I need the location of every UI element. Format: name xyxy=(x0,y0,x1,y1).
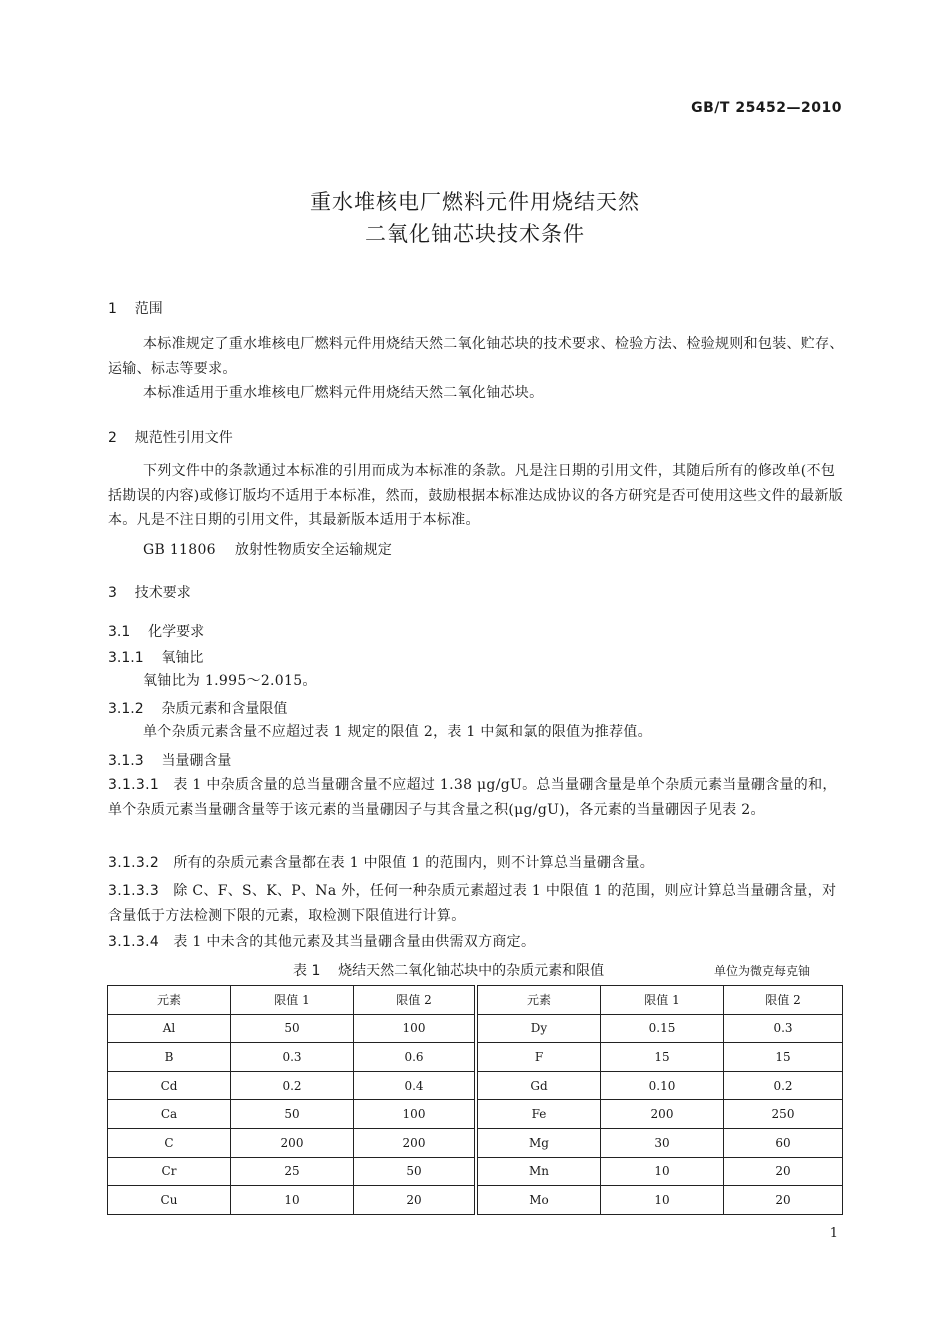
table-row xyxy=(478,1014,843,1043)
table-cell: Cr xyxy=(108,1157,231,1186)
table-cell: Mg xyxy=(478,1128,601,1157)
table-cell: Dy xyxy=(478,1014,601,1043)
clause-text: 所有的杂质元素含量都在表 1 中限值 1 的范围内，则不计算总当量硼含量。 xyxy=(173,855,655,871)
table-cell: 50 xyxy=(231,1100,354,1129)
table-cell: Cu xyxy=(108,1186,231,1215)
table-row xyxy=(478,1100,843,1129)
table-row xyxy=(478,1157,843,1186)
clause-number: 3.1.3.1 xyxy=(108,777,160,793)
table-cell: 0.15 xyxy=(601,1014,724,1043)
table-header-row xyxy=(478,986,843,1015)
table-cell: 0.3 xyxy=(231,1043,354,1072)
section-number: 3.1.2 xyxy=(108,701,144,717)
page-number: 1 xyxy=(829,1226,838,1241)
section-3-1-1-heading xyxy=(108,647,203,667)
column-header: 元素 xyxy=(108,986,231,1015)
table-cell: 0.3 xyxy=(724,1014,843,1043)
section-3-heading xyxy=(108,582,191,602)
table-cell: 60 xyxy=(724,1128,843,1157)
table-cell: 30 xyxy=(601,1128,724,1157)
section-2-paragraph-1: 下列文件中的条款通过本标准的引用而成为本标准的条款。凡是注日期的引用文件，其随后所有的修改单(不包括勘误的内容)或修订版均不适用于本标准，然而，鼓励根据本标准达成协议的各方研究是否可使用这些文件的最新版本。凡是不注日期的引用文件，其最新版本适用于本标准。 xyxy=(108,463,844,528)
reference-title: 放射性物质安全运输规定 xyxy=(234,542,393,558)
table-cell: 25 xyxy=(231,1157,354,1186)
clause-text: 除 C、F、S、K、P、Na 外，任何一种杂质元素超过表 1 中限值 1 的范围，则应计算总当量硼含量，对含量低于方法检测下限的元素，取检测下限值进行计算。 xyxy=(108,883,837,924)
table-row xyxy=(108,1043,475,1072)
table-cell: Cd xyxy=(108,1071,231,1100)
section-number: 3.1.3 xyxy=(108,753,144,769)
table-cell: C xyxy=(108,1128,231,1157)
clause-number: 3.1.3.3 xyxy=(108,883,160,899)
standard-number: GB/T 25452—2010 xyxy=(691,100,842,116)
normative-reference xyxy=(143,538,392,563)
section-title: 当量硼含量 xyxy=(161,753,232,769)
table-cell: 200 xyxy=(354,1128,475,1157)
table-cell: 10 xyxy=(601,1186,724,1215)
clause-number: 3.1.3.2 xyxy=(108,855,160,871)
table-cell: 15 xyxy=(601,1043,724,1072)
doc-title-line-2: 二氧化铀芯块技术条件 xyxy=(365,222,585,246)
table-cell: 0.4 xyxy=(354,1071,475,1100)
section-number: 3.1.1 xyxy=(108,650,144,666)
section-number: 2 xyxy=(108,430,117,446)
table-cell: Ca xyxy=(108,1100,231,1129)
table-cell: 0.2 xyxy=(724,1071,843,1100)
section-1-paragraph-2: 本标准适用于重水堆核电厂燃料元件用烧结天然二氧化铀芯块。 xyxy=(143,385,544,401)
table-row xyxy=(108,1071,475,1100)
table-cell: B xyxy=(108,1043,231,1072)
table-header-row xyxy=(108,986,475,1015)
table-cell: 0.6 xyxy=(354,1043,475,1072)
table-cell: 0.10 xyxy=(601,1071,724,1100)
table-cell: 10 xyxy=(231,1186,354,1215)
table-cell: 20 xyxy=(354,1186,475,1215)
clause-number: 3.1.3.4 xyxy=(108,934,160,950)
column-header: 限值 2 xyxy=(724,986,843,1015)
clause-3-1-3-4 xyxy=(108,930,844,955)
table-1-caption xyxy=(293,960,604,980)
table-1-left xyxy=(107,985,475,1215)
table-cell: 50 xyxy=(354,1157,475,1186)
table-row xyxy=(108,1100,475,1129)
table-title: 烧结天然二氧化铀芯块中的杂质元素和限值 xyxy=(338,963,605,979)
section-3-1-heading xyxy=(108,621,204,641)
table-row xyxy=(108,1014,475,1043)
table-cell: 10 xyxy=(601,1157,724,1186)
table-cell: Mn xyxy=(478,1157,601,1186)
clause-3-1-3-2 xyxy=(108,851,844,876)
table-row xyxy=(478,1186,843,1215)
column-header: 限值 2 xyxy=(354,986,475,1015)
table-cell: 15 xyxy=(724,1043,843,1072)
table-cell: 20 xyxy=(724,1157,843,1186)
table-cell: 200 xyxy=(231,1128,354,1157)
table-cell: 50 xyxy=(231,1014,354,1043)
section-3-1-2-heading xyxy=(108,698,287,718)
section-title: 规范性引用文件 xyxy=(134,430,233,446)
table-cell: 0.2 xyxy=(231,1071,354,1100)
table-unit-note: 单位为微克每克铀 xyxy=(714,964,811,978)
section-title: 技术要求 xyxy=(134,585,191,601)
column-header: 限值 1 xyxy=(601,986,724,1015)
table-cell: Gd xyxy=(478,1071,601,1100)
table-cell: 20 xyxy=(724,1186,843,1215)
table-cell: Al xyxy=(108,1014,231,1043)
table-cell: Fe xyxy=(478,1100,601,1129)
section-2-heading xyxy=(108,427,233,447)
table-cell: Mo xyxy=(478,1186,601,1215)
table-row xyxy=(108,1186,475,1215)
table-row xyxy=(108,1157,475,1186)
table-cell: 250 xyxy=(724,1100,843,1129)
table-row xyxy=(478,1071,843,1100)
doc-title-line-1: 重水堆核电厂燃料元件用烧结天然 xyxy=(310,190,640,214)
table-cell: 100 xyxy=(354,1100,475,1129)
clause-text: 表 1 中未含的其他元素及其当量硼含量由供需双方商定。 xyxy=(173,934,536,950)
section-3-1-2-text: 单个杂质元素含量不应超过表 1 规定的限值 2，表 1 中氮和氯的限值为推荐值。 xyxy=(143,724,652,740)
section-3-1-3-heading xyxy=(108,750,231,770)
table-row xyxy=(478,1043,843,1072)
section-number: 1 xyxy=(108,301,117,317)
clause-text: 表 1 中杂质含量的总当量硼含量不应超过 1.38 μg/gU。总当量硼含量是单个杂质元素当量硼含量的和，单个杂质元素当量硼含量等于该元素的当量硼因子与其含量之积(μg/gU)，各元素的当量硼因子见表 2。 xyxy=(108,777,837,818)
table-1-right xyxy=(477,985,843,1215)
column-header: 元素 xyxy=(478,986,601,1015)
clause-3-1-3-3 xyxy=(108,879,844,928)
section-title: 化学要求 xyxy=(148,624,205,640)
table-cell: F xyxy=(478,1043,601,1072)
section-number: 3.1 xyxy=(108,624,131,640)
table-cell: 200 xyxy=(601,1100,724,1129)
column-header: 限值 1 xyxy=(231,986,354,1015)
section-1-heading xyxy=(108,298,163,318)
table-row xyxy=(108,1128,475,1157)
section-number: 3 xyxy=(108,585,117,601)
section-title: 氧铀比 xyxy=(161,650,204,666)
section-title: 杂质元素和含量限值 xyxy=(161,701,288,717)
section-3-1-1-text: 氧铀比为 1.995～2.015。 xyxy=(143,673,317,689)
table-label: 表 1 xyxy=(293,963,321,979)
reference-code: GB 11806 xyxy=(143,542,216,558)
section-title: 范围 xyxy=(134,301,163,317)
table-row xyxy=(478,1128,843,1157)
clause-3-1-3-1 xyxy=(108,773,844,822)
section-1-paragraph-1: 本标准规定了重水堆核电厂燃料元件用烧结天然二氧化铀芯块的技术要求、检验方法、检验规则和包装、贮存、运输、标志等要求。 xyxy=(108,336,844,377)
table-cell: 100 xyxy=(354,1014,475,1043)
